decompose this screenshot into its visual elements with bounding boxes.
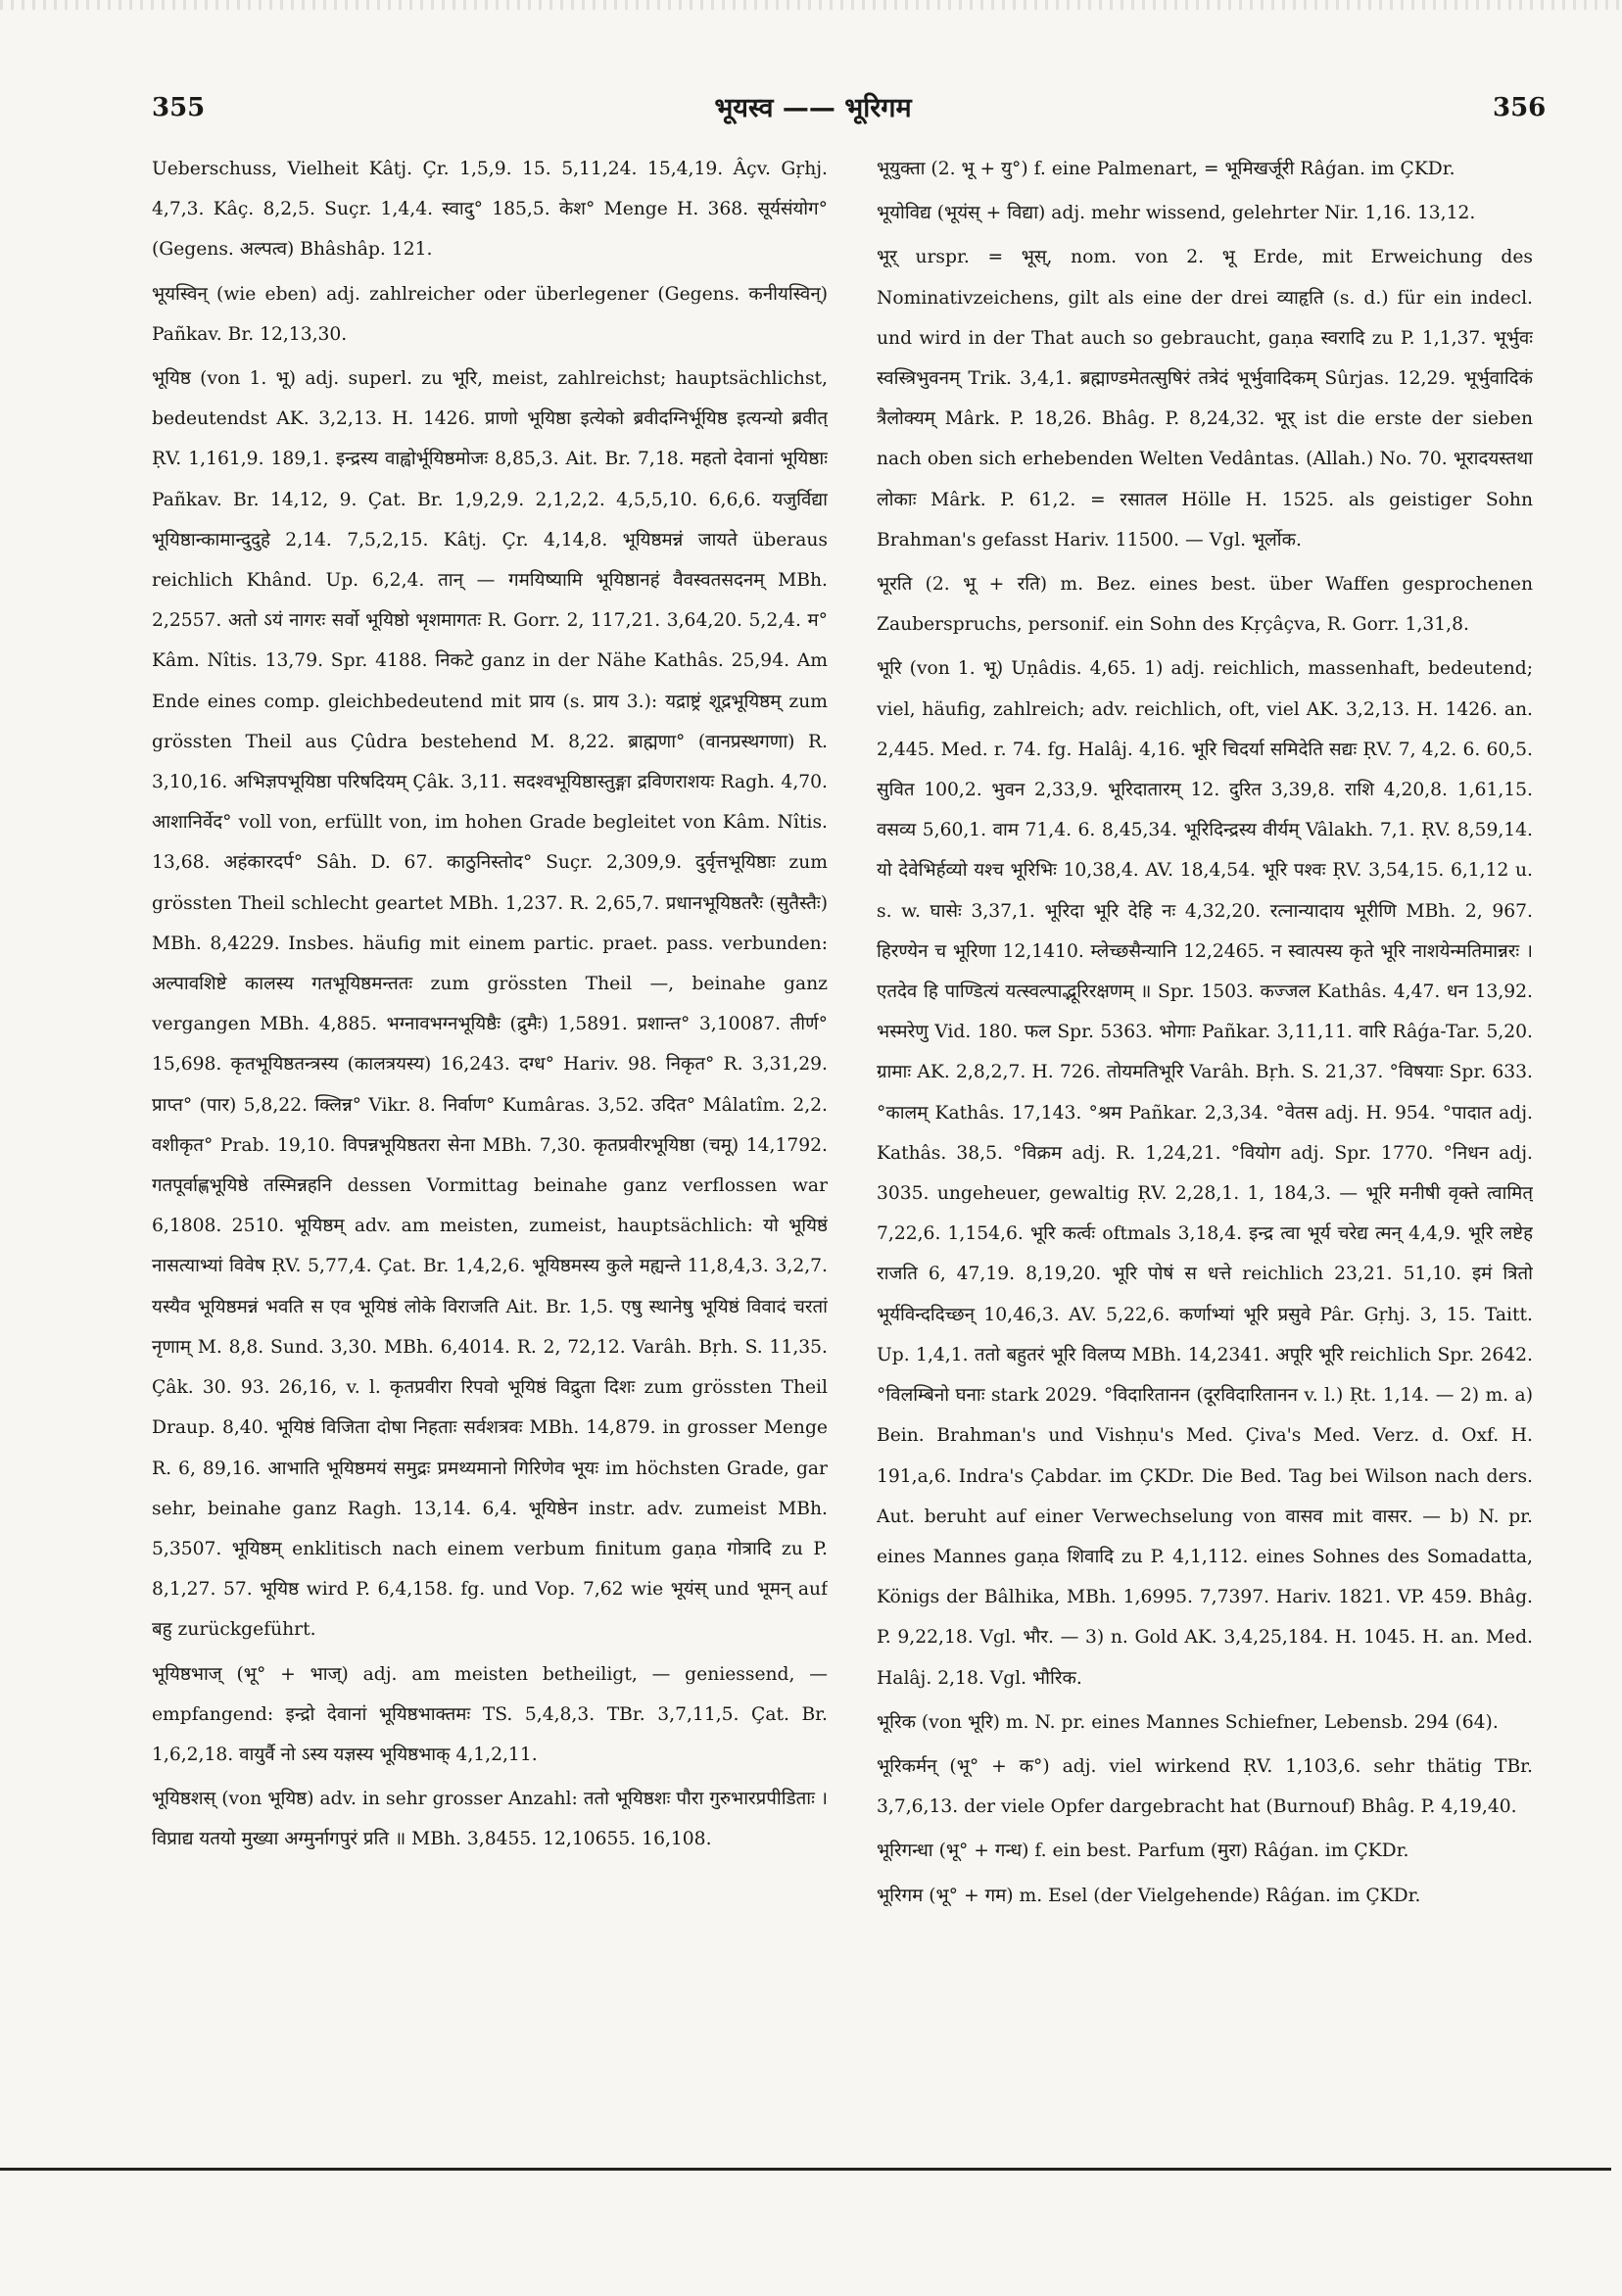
entry [877, 237, 1533, 560]
running-head: भूयस्व —— भूरिगम [714, 93, 912, 123]
entry-text: भूरिगम (भू° + गम) m. Esel (der Vielgehende) Râǵan. im ÇKDr. [877, 1885, 1421, 1906]
right-column [877, 149, 1533, 2059]
entry [877, 193, 1533, 233]
entry-text: भूरि (von 1. भू) Uṇâdis. 4,65. 1) adj. reichlich, massenhaft, bedeutend; viel, häufig, zahlreich; adv. reichlich, oft, viel AK. 3,2,13. H. 1426. an. 2,445. Med. r. 74. fg. Halâj. 4,16. भूरि चिदर्या समिदेति सद्यः ṚV. 7, 4,2. 6. 60,5. सुवित 100,2. भुवन 2,33,9. भूरिदातारम् 12. दुरित 3,39,8. राशि 4,20,8. 1,61,15. वसव्य 5,60,1. वाम 71,4. 6. 8,45,34. भूरिदिन्द्रस्य वीर्यम् Vâlakh. 7,1. ṚV. 8,59,14. यो देवेभिर्हव्यो यश्च भूरिभिः 10,38,4. AV. 18,4,54. भूरि पश्वः ṚV. 3,54,15. 6,1,12 u. s. w. घासेः 3,37,1. भूरिदा भूरि देहि नः 4,32,20. रत्नान्यादाय भूरीणि MBh. 2, 967. हिरण्येन च भूरिणा 12,1410. म्लेच्छसैन्यानि 12,2465. न स्वात्पस्य कृते भूरि नाशयेन्मतिमान्नरः । एतदेव हि पाण्डित्यं यत्स्वल्पाद्भूरिरक्षणम् ॥ Spr. 1503. कज्जल Kathâs. 4,47. धन 13,92. भस्मरेणु Vid. 180. फल Spr. 5363. भोगाः Pañkar. 3,11,11. वारि Râǵa-Tar. 5,20. ग्रामाः AK. 2,8,2,7. H. 726. तोयमतिभूरि Varâh. Bṛh. S. 21,37. °विषयाः Spr. 633. °कालम् Kathâs. 17,143. °श्रम Pañkar. 2,3,34. °वेतस adj. H. 954. °पादात adj. Kathâs. 38,5. °विक्रम adj. R. 1,24,21. °वियोग adj. Spr. 1770. °निधन adj. 3035. ungeheuer, gewaltig ṚV. 2,28,1. 1, 184,3. — भूरि मनीषी वृक्ते त्वामित् 7,22,6. 1,154,6. भूरि कर्त्वः oftmals 3,18,4. इन्द्र त्वा भूर्य चरेद्य त्मन् 4,4,9. भूरि लष्टेह राजति 6, 47,19. 8,19,20. भूरि पोषं स धत्ते reichlich 23,21. 51,10. इमं त्रितो भूर्यविन्ददिच्छन् 10,46,3. AV. 5,22,6. कर्णाभ्यां भूरि प्रसुवे Pâr. Gṛhj. 3, 15. Taitt. Up. 1,4,1. ततो बहुतरं भूरि विलप्य MBh. 14,2341. अपूरि भूरि reichlich Spr. 2642. °विलम्बिनो घनाः stark 2029. °विदारितानन (दूरविदारितानन v. l.) Ṛt. 1,14. — 2) m. a) Bein. Brahman's und Vishṇu's Med. Çiva's Med. Verz. d. Oxf. H. 191,a,6. Indra's Çabdar. im ÇKDr. Die Bed. Tag bei Wilson nach ders. Aut. beruht auf einer Verwechselung von वासव mit वासर. — b) N. pr. eines Mannes gaṇa शिवादि zu P. 4,1,112. eines Sohnes des Somadatta, Königs der Bâlhika, MBh. 1,6995. 7,7397. Hariv. 1821. VP. 459. Bhâg. P. 9,22,18. Vgl. भौर. — 3) n. Gold AK. 3,4,25,184. H. 1045. H. an. Med. Halâj. 2,18. Vgl. भौरिक. [877, 658, 1533, 1689]
entry [877, 648, 1533, 1698]
scan-edge-speckle [0, 0, 1622, 10]
entry-text: भूरिक (von भूरि) m. N. pr. eines Mannes Schiefner, Lebensb. 294 (64). [877, 1711, 1499, 1733]
entry-text: भूयिष्ठभाज् (भू° + भाज्) adj. am meisten betheiligt, — geniessend, — empfangend: इन्द्रो देवानां भूयिष्ठभाक्तमः TS. 5,4,8,3. TBr. 3,7,11,5. Çat. Br. 1,6,2,18. वायुर्वै नो ऽस्य यज्ञस्य भूयिष्ठभाक् 4,1,2,11. [152, 1663, 828, 1765]
entry-text: भूर् urspr. = भूस्, nom. von 2. भू Erde, mit Erweichung des Nominativzeichens, gilt als eine der drei व्याहृति (s. d.) für ein indecl. und wird in der That auch so gebraucht, gaṇa स्वरादि zu P. 1,1,37. भूर्भुवः स्वस्त्रिभुवनम् Trik. 3,4,1. ब्रह्माण्डमेतत्सुषिरं तत्रेदं भूर्भुवादिकम् Sûrjas. 12,29. भूर्भुवादिकं त्रैलोक्यम् Mârk. P. 18,26. Bhâg. P. 8,24,32. भूर् ist die erste der sieben nach oben sich erhebenden Welten Vedântas. (Allah.) No. 70. भूरादयस्तथा लोकाः Mârk. P. 61,2. = रसातल Hölle H. 1525. als geistiger Sohn Brahman's gefasst Hariv. 11500. — Vgl. भूर्लोक. [877, 247, 1533, 550]
entry [152, 1654, 828, 1776]
left-column [152, 149, 828, 2059]
entry [877, 1831, 1533, 1871]
entry-text: Ueberschuss, Vielheit Kâtj. Çr. 1,5,9. 15. 5,11,24. 15,4,19. Âçv. Gṛhj. 4,7,3. Kâç. 8,2,5. Suçr. 1,4,4. स्वादु° 185,5. केश° Menge H. 368. सूर्यसंयोग° (Gegens. अल्पत्व) Bhâshâp. 121. [152, 159, 828, 261]
entry-text: भूयिष्ठ (von 1. भू) adj. superl. zu भूरि, meist, zahlreichst; hauptsächlichst, bedeutendst AK. 3,2,13. H. 1426. प्राणो भूयिष्ठा इत्येको ब्रवीदग्निर्भूयिष्ठ इत्यन्यो ब्रवीत् ṚV. 1,161,9. 189,1. इन्द्रस्य वाह्वोर्भूयिष्ठमोजः 8,85,3. Ait. Br. 7,18. महतो देवानां भूयिष्ठाः Pañkav. Br. 14,12, 9. Çat. Br. 1,9,2,9. 2,1,2,2. 4,5,5,10. 6,6,6. यजुर्विद्या भूयिष्ठान्कामान्दुदुहे 2,14. 7,5,2,15. Kâtj. Çr. 4,14,8. भूयिष्ठमन्नं जायते überaus reichlich Khând. Up. 6,2,4. तान् — गमयिष्यामि भूयिष्ठानहं वैवस्वतसदनम् MBh. 2,2557. अतो ऽयं नागरः सर्वो भूयिष्ठो भृशमागतः R. Gorr. 2, 117,21. 3,64,20. 5,2,4. म° Kâm. Nîtis. 13,79. Spr. 4188. निकटे ganz in der Nähe Kathâs. 25,94. Am Ende eines comp. gleichbedeutend mit प्राय (s. प्राय 3.): यद्राष्ट्रं शूद्रभूयिष्ठम् zum grössten Theil aus Çûdra bestehend M. 8,22. ब्राह्मणा° (वानप्रस्थगणा) R. 3,10,16. अभिज्ञपभूयिष्ठा परिषदियम् Çâk. 3,11. सदश्वभूयिष्ठास्तुङ्गा द्रविणराशयः Ragh. 4,70. आशानिर्वेद° voll von, erfüllt von, im hohen Grade begleitet von Kâm. Nîtis. 13,68. अहंकारदर्प° Sâh. D. 67. काठुनिस्तोद° Suçr. 2,309,9. दुर्वृत्तभूयिष्ठाः zum grössten Theil schlecht geartet MBh. 1,237. R. 2,65,7. प्रधानभूयिष्ठतरैः (सुतैस्तैः) MBh. 8,4229. Insbes. häufig mit einem partic. praet. pass. verbunden: अल्पावशिष्टे कालस्य गतभूयिष्ठमन्ततः zum grössten Theil —, beinahe ganz vergangen MBh. 4,885. भग्नावभग्नभूयिष्ठैः (द्रुमैः) 1,5891. प्रशान्त° 3,10087. तीर्ण° 15,698. कृतभूयिष्ठतन्त्रस्य (कालत्रयस्य) 16,243. दग्ध° Hariv. 98. निकृत° R. 3,31,29. प्राप्त° (पार) 5,8,22. क्लिन्न° Vikr. 8. निर्वाण° Kumâras. 3,52. उदित° Mâlatîm. 2,2. वशीकृत° Prab. 19,10. विपन्नभूयिष्ठतरा सेना MBh. 7,30. कृतप्रवीरभूयिष्ठा (चमू) 14,1792. गतपूर्वाह्णभूयिष्ठे तस्मिन्नहनि dessen Vormittag beinahe ganz verflossen war 6,1808. 2510. भूयिष्ठम् adv. am meisten, zumeist, hauptsächlich: यो भूयिष्ठं नासत्याभ्यां विवेष ṚV. 5,77,4. Çat. Br. 1,4,2,6. भूयिष्ठमस्य कुले मह्यन्ते 11,8,4,3. 3,2,7. यस्यैव भूयिष्ठमन्नं भवति स एव भूयिष्ठं लोके विराजति Ait. Br. 1,5. एषु स्थानेषु भूयिष्ठं विवादं चरतां नृणाम् M. 8,8. Sund. 3,30. MBh. 6,4014. R. 2, 72,12. Varâh. Bṛh. S. 11,35. Çâk. 30. 93. 26,16, v. l. कृतप्रवीरा रिपवो भूयिष्ठं विद्रुता दिशः zum grössten Theil Draup. 8,40. भूयिष्ठं विजिता दोषा निहताः सर्वशत्रवः MBh. 14,879. in grosser Menge R. 6, 89,16. आभाति भूयिष्ठमयं समुद्रः प्रमथ्यमानो गिरिणेव भूयः im höchsten Grade, gar sehr, beinahe ganz Ragh. 13,14. 6,4. भूयिष्ठेन instr. adv. zumeist MBh. 5,3507. भूयिष्ठम् enklitisch nach einem verbum finitum gaṇa गोत्रादि zu P. 8,1,27. 57. भूयिष्ठ wird P. 6,4,158. fg. und Vop. 7,62 wie भूयंस् und भूमन् auf बहु zurückgeführt. [152, 368, 828, 1641]
left-page-number: 355 [152, 93, 206, 122]
entry-text: भूरिकर्मन् (भू° + क°) adj. viel wirkend ṚV. 1,103,6. sehr thätig TBr. 3,7,6,13. der viele Opfer dargebracht hat (Burnouf) Bhâg. P. 4,19,40. [877, 1755, 1533, 1818]
entry [877, 149, 1533, 189]
right-page-number: 356 [1493, 93, 1547, 122]
entry [877, 1702, 1533, 1743]
entry [152, 274, 828, 355]
entry [877, 1746, 1533, 1827]
entry-text: भूयोविद्य (भूयंस् + विद्या) adj. mehr wissend, gelehrter Nir. 1,16. 13,12. [877, 203, 1476, 224]
entry-text: भूयिष्ठशस् (von भूयिष्ठ) adv. in sehr grosser Anzahl: ततो भूयिष्ठशः पौरा गुरुभारप्रपीडिताः । विप्राद्य यतयो मुख्या अग्मुर्नागपुरं प्रति ॥ MBh. 3,8455. 12,10655. 16,108. [152, 1789, 828, 1850]
entry-text: भूयुक्ता (2. भू + यु°) f. eine Palmenart, = भूमिखर्जूरी Râǵan. im ÇKDr. [877, 159, 1455, 179]
entry [877, 564, 1533, 645]
entry [152, 149, 828, 270]
entry-text: भूरति (2. भू + रति) m. Bez. eines best. über Waffen gesprochenen Zauberspruchs, personif. ein Sohn des Kṛçâçva, R. Gorr. 1,31,8. [877, 574, 1533, 636]
entry [152, 359, 828, 1650]
entry-text: भूयस्विन् (wie eben) adj. zahlreicher oder überlegener (Gegens. कनीयस्विन्) Pañkav. Br. 12,13,30. [152, 283, 828, 345]
entry-text: भूरिगन्धा (भू° + गन्ध) f. ein best. Parfum (मुरा) Râǵan. im ÇKDr. [877, 1841, 1409, 1862]
bottom-rule [0, 2168, 1611, 2171]
entry [152, 1779, 828, 1859]
entry [877, 1876, 1533, 1916]
